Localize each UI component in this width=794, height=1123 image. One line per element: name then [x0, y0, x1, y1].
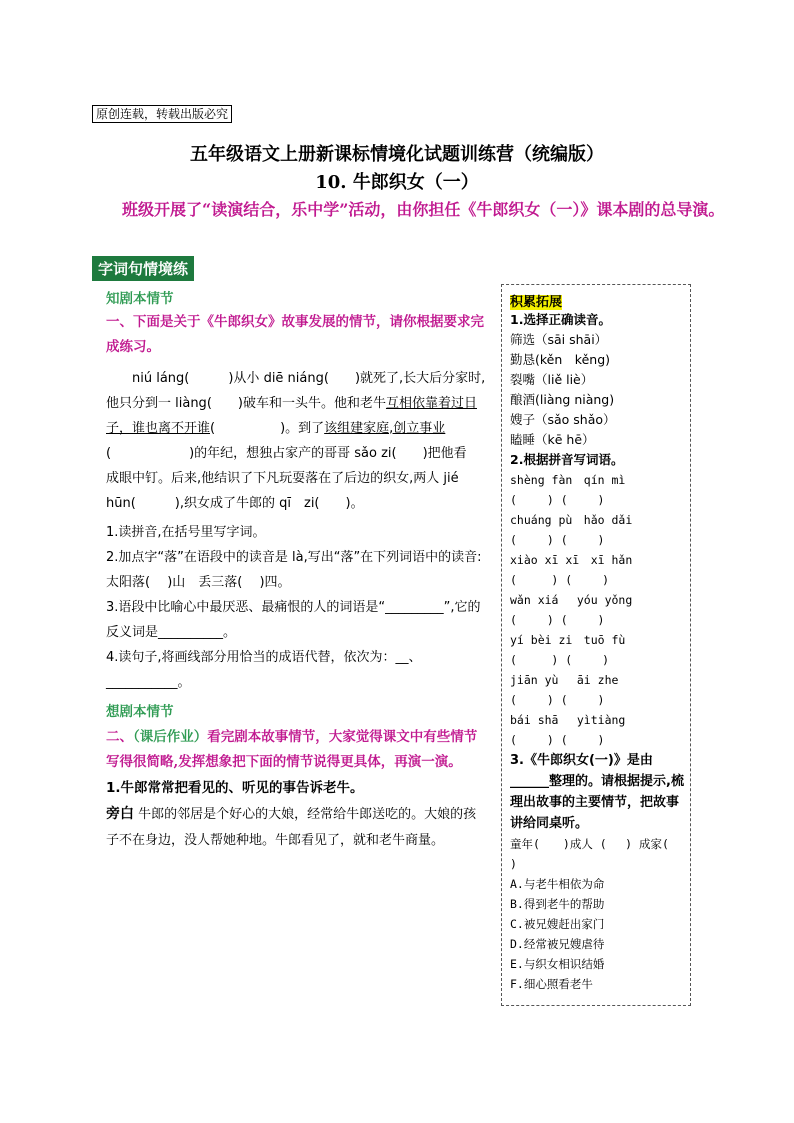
pinyin-choice: 瞌睡（kē hē） [510, 432, 595, 447]
page-title: 五年级语文上册新课标情境化试题训练营（统编版） [190, 144, 604, 165]
q1-item-3: 3.语段中比喻心中最厌恶、最痛恨的人的词语是“_________”,它的反义词是__________。 [106, 600, 481, 640]
box-q3: 3.《牛郎织女(一)》是由______整理的。请根据提示,梳理出故事的主要情节，把故事讲给同桌听。 [510, 753, 684, 831]
narrator-label: 旁白 [106, 806, 134, 822]
plot-option: D.经常被兄嫂虐待 [510, 937, 605, 951]
plot-option: F.细心照看老牛 [510, 977, 593, 991]
box-q2: 2.根据拼音写词语。 [510, 452, 624, 467]
passage-seg-3: ( )的年纪，想独占家产的哥哥 sǎo zi( )把他看 成眼中钉。后来,他结识了下凡玩耍落在了后边的织女,两人 jié hūn( ),织女成了牛郎的 qī zi( )。 [106, 446, 480, 511]
part2-heading: 想剧本情节 [106, 704, 174, 720]
passage-seg-1: niú láng( )从小 diē niáng( )就死了,长大后分家时,他只分到一 liàng( )破车和一头牛。他和老牛 [106, 371, 486, 411]
blank-pair: ( ) ( ) [510, 733, 605, 747]
pinyin-pair: shèng fàn qín mì [510, 473, 626, 487]
narration-text: 牛郎的邻居是个好心的大娘，经常给牛郎送吃的。大娘的孩子不在身边，没人帮她种地。牛郎看见了，就和老牛商量。 [106, 807, 477, 848]
passage-underline-2: 该组建家庭,创立事业 [324, 421, 446, 436]
pinyin-pair: xiào xī xī xī hǎn [510, 553, 633, 567]
pinyin-choice: 嫂子（sǎo shǎo） [510, 412, 616, 427]
pinyin-choice: 酿酒(liàng niàng) [510, 392, 615, 407]
intro-text: 班级开展了“读演结合，乐中学”活动，由你担任《牛郎织女（一）》课本剧的总导演。 [122, 200, 725, 219]
part1-heading: 知剧本情节 [106, 291, 174, 307]
plot-option: E.与织女相识结婚 [510, 957, 605, 971]
plot-option: C.被兄嫂赶出家门 [510, 917, 605, 931]
box-content [510, 291, 686, 994]
pinyin-pair: wǎn xiá yóu yǒng [510, 593, 633, 607]
accumulation-box [501, 284, 691, 1006]
blank-pair: ( ) ( ) [510, 613, 605, 627]
pinyin-pair: jiān yù āi zhe [510, 673, 619, 687]
pinyin-choice: 勤恳(kěn kěng) [510, 352, 611, 367]
passage-seg-2: ( )。到了 [210, 421, 325, 436]
part1-question: 一、下面是关于《牛郎织女》故事发展的情节，请你根据要求完成练习。 [106, 314, 484, 355]
part2-body: 看完剧本故事情节，大家觉得课文中有些情节写得很简略,发挥想象把下面的情节说得更具体，再演一演。 [106, 729, 478, 770]
q1-item-2: 2.加点字“落”在语段中的读音是 là,写出“落”在下列词语中的读音:太阳落( )山 丢三落( )四。 [106, 550, 482, 590]
passage-underline-1: 互相依靠着过日子，谁也离不开谁 [106, 396, 477, 436]
pinyin-pair: chuáng pù hǎo dǎi [510, 513, 633, 527]
q1-item-4: 4.读句子,将画线部分用恰当的成语代替，依次为：__、___________。 [106, 650, 422, 690]
part2-tag: （课后作业） [133, 729, 208, 745]
plot-stages: 童年( )成人 ( ) 成家( ) [510, 837, 688, 871]
part2-prefix: 二、 [106, 729, 133, 745]
lesson-title: 10. 牛郎织女（一） [315, 172, 479, 193]
narration [106, 801, 488, 854]
blank-pair: ( ) ( ) [510, 533, 605, 547]
box-q1: 1.选择正确读音。 [510, 312, 611, 327]
blank-pair: ( ) ( ) [510, 653, 610, 667]
plot-option: A.与老牛相依为命 [510, 877, 605, 891]
pinyin-pair: yí bèi zi tuō fù [510, 633, 626, 647]
pinyin-choice: 筛选（sāi shāi） [510, 332, 608, 347]
part1 [106, 288, 488, 854]
box-heading: 积累拓展 [510, 295, 563, 310]
section-heading: 字词句情境练 [92, 256, 194, 281]
blank-pair: ( ) ( ) [510, 693, 605, 707]
blank-pair: ( ) ( ) [510, 573, 610, 587]
pinyin-pair: bái shā yìtiàng [510, 713, 626, 727]
part2-item-1: 1.牛郎常常把看见的、听见的事告诉老牛。 [106, 780, 364, 796]
pinyin-choice: 裂嘴（liě liè） [510, 372, 594, 387]
part2-question [106, 725, 488, 775]
story-passage [106, 366, 488, 516]
q1-item-1: 1.读拼音,在括号里写字词。 [106, 525, 266, 540]
copyright-stamp: 原创连载，转载出版必究 [92, 105, 232, 123]
blank-pair: ( ) ( ) [510, 493, 605, 507]
plot-option: B.得到老牛的帮助 [510, 897, 605, 911]
